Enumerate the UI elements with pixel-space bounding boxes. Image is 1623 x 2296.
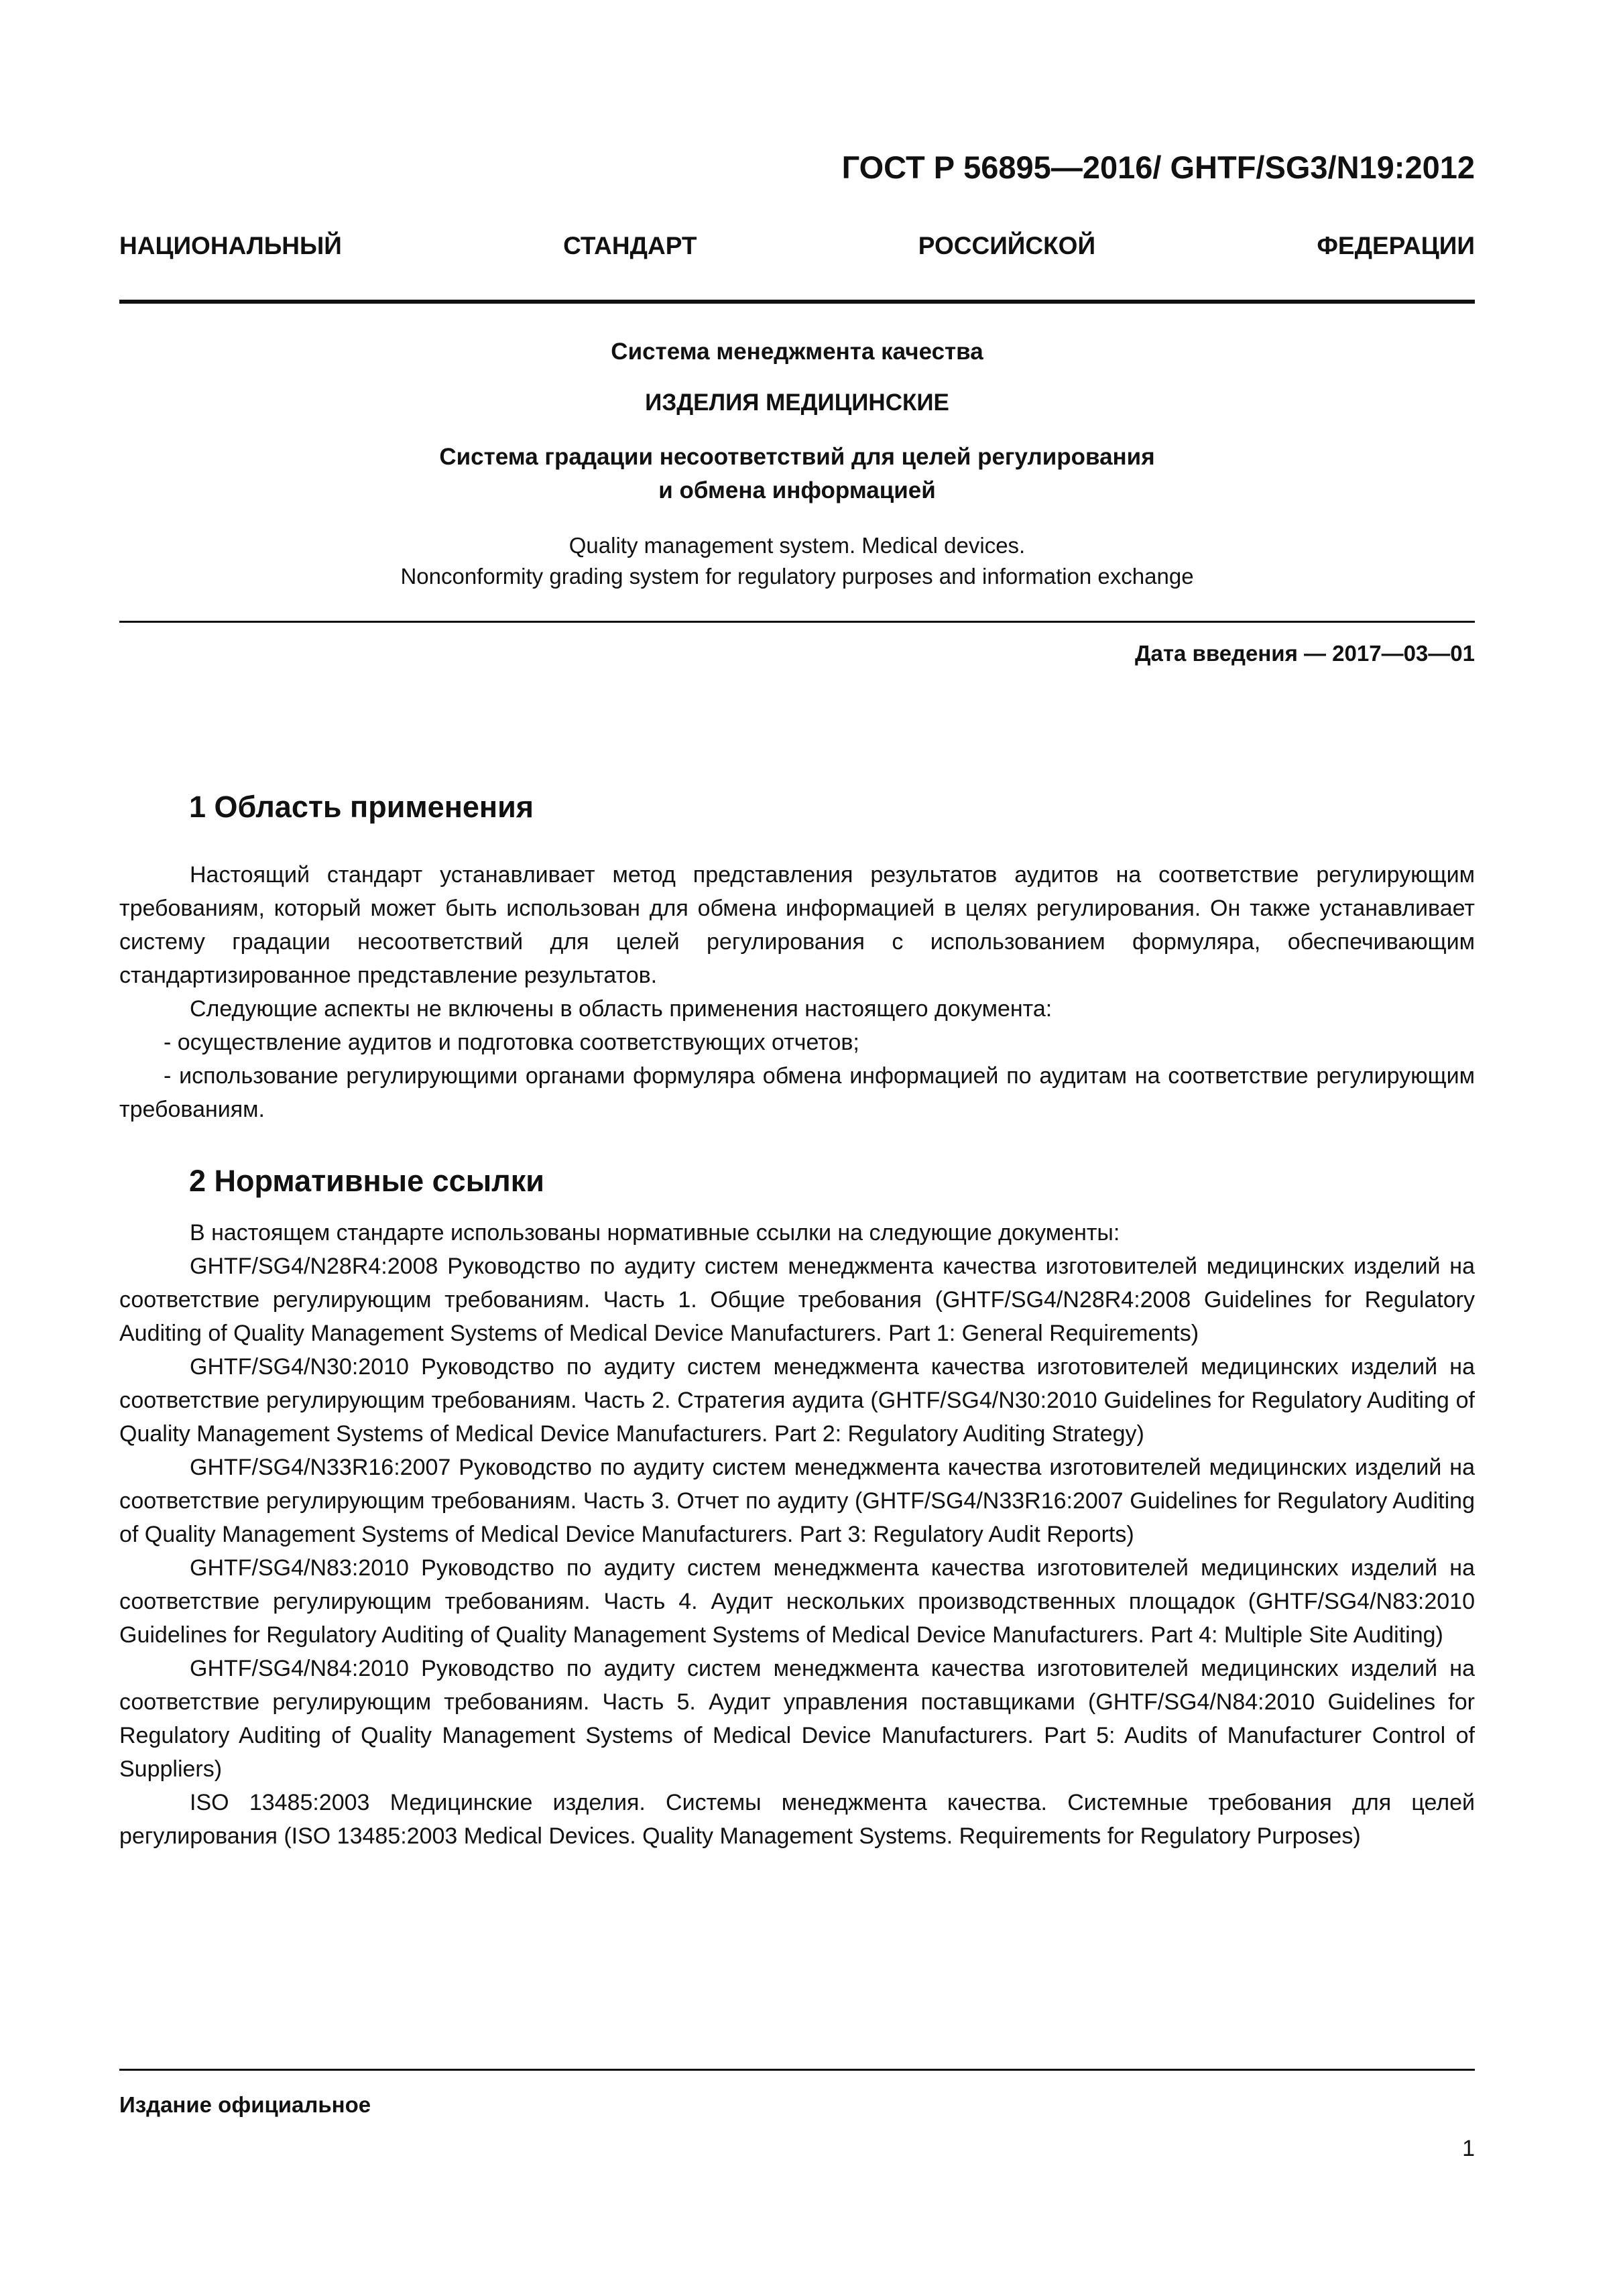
english-title-a: Quality management system. Medical devices.	[568, 533, 1026, 558]
reference-item: GHTF/SG4/N83:2010 Руководство по аудиту систем менеджмента качества изготовителей медицинских изделий на соответствие регулирующим требованиям. Часть 4. Аудит нескольких производственных площадок (GHTF/SG4/N83:2010 Guidelines for Regulatory Auditing of Quality Management Systems of Medical Device Manufacturers. Part 4: Multiple Site Auditing)	[119, 1555, 1475, 1648]
title-rule	[119, 621, 1475, 623]
page-number: 1	[1462, 2136, 1475, 2161]
standard-code: ГОСТ Р 56895—2016/ GHTF/SG3/N19:2012	[841, 149, 1475, 185]
section-2-heading: 2 Нормативные ссылки	[189, 1164, 544, 1198]
reference-item: GHTF/SG4/N84:2010 Руководство по аудиту систем менеджмента качества изготовителей медицинских изделий на соответствие регулирующим требованиям. Часть 5. Аудит управления поставщиками (GHTF/SG4/N84:2010 Guidelines for Regulatory Auditing of Quality Management Systems of Medical Device Manufacturers. Part 5: Audits of Manufacturer Control of Suppliers)	[119, 1656, 1475, 1782]
title-line-3a: Система градации несоответствий для целей регулирования	[439, 444, 1155, 470]
section-2-intro: В настоящем стандарте использованы нормативные ссылки на следующие документы:	[190, 1220, 1120, 1246]
reference-item: GHTF/SG4/N28R4:2008 Руководство по аудиту систем менеджмента качества изготовителей медицинских изделий на соответствие регулирующим требованиям. Часть 1. Общие требования (GHTF/SG4/N28R4:2008 Guidelines for Regulatory Auditing of Quality Management Systems of Medical Device Manufacturers. Part 1: General Requirements)	[119, 1254, 1475, 1346]
introduction-date: Дата введения — 2017—03—01	[1135, 641, 1475, 666]
section-1-paragraph: Настоящий стандарт устанавливает метод представления результатов аудитов на соответствие регулирующим требованиям, который может быть использован для обмена информацией в целях регулирования. Он также устанавливает систему градации несоответствий для целей регулирования с использованием формуляра, обеспечивающим стандартизированное представление результатов.	[119, 862, 1475, 988]
reference-item: GHTF/SG4/N30:2010 Руководство по аудиту систем менеджмента качества изготовителей медицинских изделий на соответствие регулирующим требованиям. Часть 2. Стратегия аудита (GHTF/SG4/N30:2010 Guidelines for Regulatory Auditing of Quality Management Systems of Medical Device Manufacturers. Part 2: Regulatory Auditing Strategy)	[119, 1354, 1475, 1447]
header-rule	[119, 300, 1475, 304]
official-edition-label: Издание официальное	[119, 2092, 371, 2117]
section-1-body	[119, 858, 1475, 1126]
section-2-body	[119, 1216, 1475, 1853]
title-line-3b: и обмена информацией	[658, 477, 936, 503]
title-line-1: Система менеджмента качества	[611, 339, 983, 365]
reference-item: GHTF/SG4/N33R16:2007 Руководство по аудиту систем менеджмента качества изготовителей медицинских изделий на соответствие регулирующим требованиям. Часть 3. Отчет по аудиту (GHTF/SG4/N33R16:2007 Guidelines for Regulatory Auditing of Quality Management Systems of Medical Device Manufacturers. Part 3: Regulatory Audit Reports)	[119, 1455, 1475, 1547]
section-1-heading: 1 Область применения	[189, 790, 534, 824]
national-standard-banner: НАЦИОНАЛЬНЫЙ СТАНДАРТ РОССИЙСКОЙ ФЕДЕРАЦИИ	[119, 232, 1475, 259]
list-item: - осуществление аудитов и подготовка соответствующих отчетов;	[164, 1030, 859, 1055]
english-title-b: Nonconformity grading system for regulatory purposes and information exchange	[400, 564, 1194, 589]
list-item: - использование регулирующими органами формуляра обмена информацией по аудитам на соответствие регулирующим требованиям.	[119, 1063, 1475, 1122]
section-1-paragraph: Следующие аспекты не включены в область применения настоящего документа:	[190, 996, 1053, 1022]
footer-rule	[119, 2069, 1475, 2071]
reference-item: ISO 13485:2003 Медицинские изделия. Системы менеджмента качества. Системные требования для целей регулирования (ISO 13485:2003 Medical Devices. Quality Management Systems. Requirements for Regulatory Purposes)	[119, 1790, 1475, 1849]
title-line-2: ИЗДЕЛИЯ МЕДИЦИНСКИЕ	[645, 389, 949, 416]
